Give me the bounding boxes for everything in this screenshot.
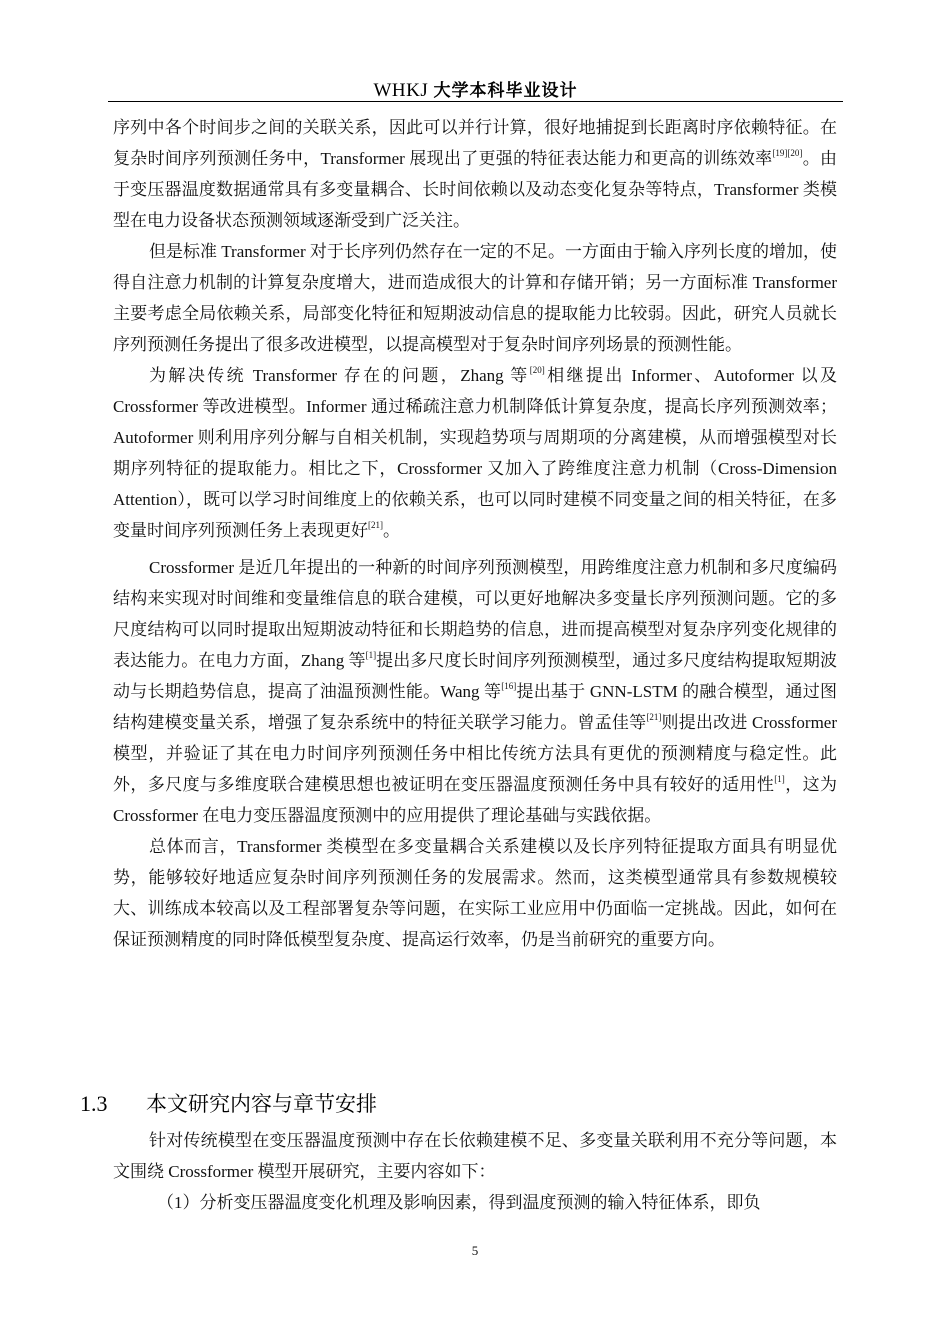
section-heading xyxy=(80,1087,840,1121)
paragraph-1: 但是标准 Transformer 对于长序列仍然存在一定的不足。一方面由于输入序列长度的增加，使得自注意力机制的计算复杂度增大，进而造成很大的计算和存储开销；另一方面标准 Transformer 主要考虑全局依赖关系，局部变化特征和短期波动信息的提取能力比较弱。因此，研究人员就长序列预测任务提出了很多改进模型，以提高模型对于复杂时间序列场景的预测性能。 xyxy=(113,242,837,354)
page-number: 5 xyxy=(471,1243,479,1258)
citation: [20] xyxy=(529,365,545,375)
citation: [16] xyxy=(501,681,517,691)
paragraph-2-text-c: 。 xyxy=(383,521,400,540)
paragraph-3-text-d: 则提出改进 Crossformer 模型，并验证了其在电力时间序列预测任务中相比传统方法具有更优的预测精度与稳定性。此外，多尺度与多维度联合建模思想也被证明在变压器温度预测任务中具有较好的适用性 xyxy=(113,713,838,794)
section-title: 本文研究内容与章节安排 xyxy=(146,1092,377,1116)
paragraph-3-text-b: 提出多尺度长时间序列预测模型，通过多尺度结构提取短期波动与长期趋势信息，提高了油温预测性能。Wang 等 xyxy=(113,651,837,701)
body-text-2 xyxy=(113,1125,837,1218)
paragraph-5: 针对传统模型在变压器温度预测中存在长依赖建模不足、多变量关联利用不充分等问题，本文围绕 Crossformer 模型开展研究，主要内容如下： xyxy=(113,1131,837,1181)
paragraph-0-text-b: 。由于变压器温度数据通常具有多变量耦合、长时间依赖以及动态变化复杂等特点，Transformer 类模型在电力设备状态预测领域逐渐受到广泛关注。 xyxy=(113,149,838,230)
header-rule xyxy=(108,101,843,102)
header-org: WHKJ xyxy=(373,80,429,101)
paragraph-3 xyxy=(113,552,837,831)
paragraph-6: （1）分析变压器温度变化机理及影响因素，得到温度预测的输入特征体系，即负 xyxy=(157,1193,761,1212)
citation: [21] xyxy=(368,520,383,530)
paragraph-0-text-a: 序列中各个时间步之间的关联关系，因此可以并行计算，很好地捕捉到长距离时序依赖特征。在复杂时间序列预测任务中，Transformer 展现出了更强的特征表达能力和更高的训练效率 xyxy=(113,118,837,168)
paragraph-0 xyxy=(113,112,837,236)
citation: [21] xyxy=(646,712,662,722)
citation: [19][20] xyxy=(772,148,803,158)
header-title: 大学本科毕业设计 xyxy=(433,81,578,101)
running-header xyxy=(108,76,843,102)
paragraph-2-text-b: 相继提出 Informer、Autoformer 以及 Crossformer 等改进模型。Informer 通过稀疏注意力机制降低计算复杂度，提高长序列预测效率；Autoformer 则利用序列分解与自相关机制，实现趋势项与周期项的分离建模，从而增强模型对长期序列特征的提取能力。相比之下，Crossformer 又加入了跨维度注意力机制（Cross-Dimension Attention），既可以学习时间维度上的依赖关系，也可以同时建模不同变量之间的相关特征，在多变量时间序列预测任务上表现更好 xyxy=(113,366,837,540)
paragraph-3-text-a: Crossformer 是近几年提出的一种新的时间序列预测模型，用跨维度注意力机制和多尺度编码结构来实现对时间维和变量维信息的联合建模，可以更好地解决多变量长序列预测问题。它的多尺度结构可以同时提取出短期波动特征和长期趋势的信息，进而提高模型对复杂序列变化规律的表达能力。在电力方面，Zhang 等 xyxy=(113,558,837,670)
paragraph-2-text-a: 为解决传统 Transformer 存在的问题，Zhang 等 xyxy=(149,366,530,385)
body-text xyxy=(113,112,837,955)
citation: [1] xyxy=(774,774,785,784)
paragraph-3-text-e: ，这为 Crossformer 在电力变压器温度预测中的应用提供了理论基础与实践依据。 xyxy=(113,775,838,825)
paragraph-4: 总体而言，Transformer 类模型在多变量耦合关系建模以及长序列特征提取方面具有明显优势，能够较好地适应复杂时间序列预测任务的发展需求。然而，这类模型通常具有参数规模较大、训练成本较高以及工程部署复杂等问题，在实际工业应用中仍面临一定挑战。因此，如何在保证预测精度的同时降低模型复杂度、提高运行效率，仍是当前研究的重要方向。 xyxy=(113,837,837,949)
paragraph-2 xyxy=(113,360,837,546)
citation: [1] xyxy=(365,650,377,660)
section-number: 1.3 xyxy=(80,1091,108,1116)
paragraph-3-text-c: 提出基于 GNN-LSTM 的融合模型，通过图结构建模变量关系，增强了复杂系统中的特征关联学习能力。曾孟佳等 xyxy=(113,682,837,732)
